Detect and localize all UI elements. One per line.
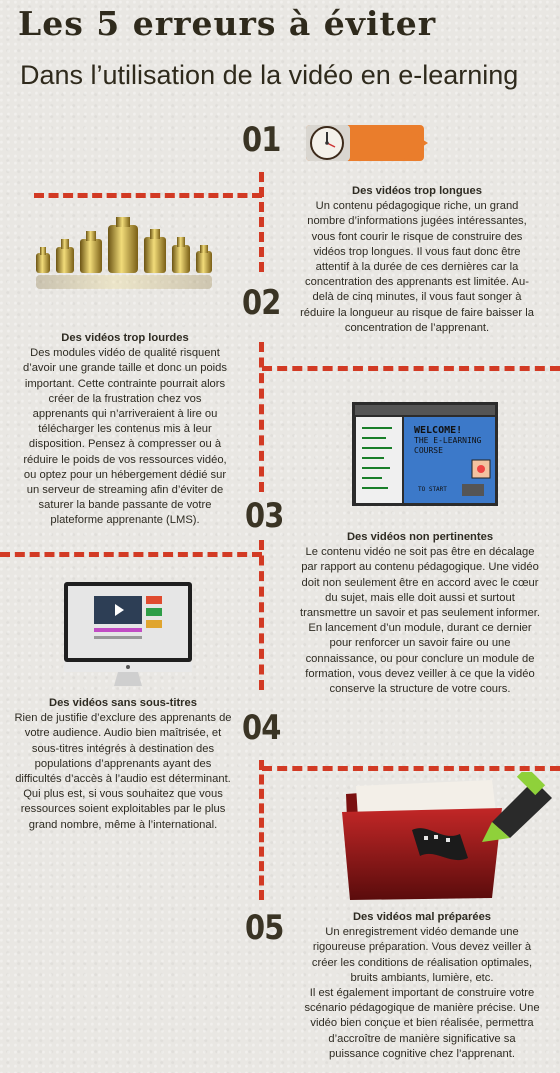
stopwatch-icon [300,120,430,166]
screen-line-1: WELCOME! [414,425,463,436]
screen-line-2: THE E-LEARNING [414,436,482,445]
e-learning-screen-icon [352,402,498,506]
item-05 [304,910,540,1062]
step-number-01: 01 [242,120,281,160]
step-number-03: 03 [245,496,284,536]
item-05-text: Un enregistrement vidéo demande une rigoureuse préparation. Vous devez veiller à créer les conditions de réalisation optimales, bruits ambiants, lumière, etc. [311,926,533,984]
item-03 [298,530,542,697]
dash-h-1 [34,193,262,198]
item-03-text: Le contenu vidéo ne soit pas être en décalage par rapport au contenu pédagogique. Une vidéo doit non seulement être en accord avec le cœur du sujet, mais elle doit aussi et surtout transmettre un savoir et pas seulement informer. En lancement d’un module, durant ce dernier pour renforcer un savoir faire ou une connaissance, ou pour conclure un module de formation, vous devez veiller à ce que la vidéo conserve la structure de votre cours. [299,546,541,696]
screen-welcome-text [414,426,481,456]
item-01-text: Un contenu pédagogique riche, un grand nombre d’informations jugées intéressantes, vous font courir le risque de construire des vidéos trop longues. Il vous faut donc être attentif à la durée de ces dernières car la concentration des apprenants est limitée. Au-delà de cinq minutes, il vous faut songer à réduire la longueur au risque de faire baisser la concentration de l’apprenant. [300,200,534,334]
step-number-04: 04 [242,708,281,748]
page-subtitle: Dans l’utilisation de la vidéo en e-learning [20,60,519,90]
dash-v-2 [259,342,264,492]
item-05-title: Des vidéos mal préparées [352,911,492,923]
dash-h-4 [262,766,560,771]
dash-v-4 [259,760,264,900]
item-05-text-2: Il est également important de construire votre scénario pédagogique de manière précise. Une vidéo bien conçue et bien réalisée, permettra d’accroître de manière significative sa puissance cognitive chez l’apprenant. [304,987,540,1060]
item-02-title: Des vidéos trop lourdes [61,332,189,344]
dash-v-1 [259,172,264,272]
dash-v-3 [259,540,264,690]
step-number-02: 02 [242,283,281,323]
item-02 [22,331,228,529]
item-02-text: Des modules vidéo de qualité risquent d’avoir une grande taille et donc un poids important. Cette contrainte pourrait alors créer de la frustration chez vos apprenants qui n’arriveraient à lire ou télécharger les contenus mis à leur disposition. Pensez à compresser ou à réduire le poids de vos ressources vidéo, ou optez pour un hébergement dédié sur un serveur de streaming afin d’éviter de saturer la bande passante de votre plateforme apprenante (LMS). [22,347,227,527]
item-04 [14,696,232,833]
item-04-text: Rien de justifie d’exclure des apprenants de votre audience. Audio bien maîtrisée, et sous-titres intégrés à destination des populations d’apprenants ayant des difficultés d’accès à l’audio est déterminant. Qui plus est, si vous souhaitez que vous ressources soient exploitables par le plus grand nombre, même à l’international. [14,712,232,831]
screen-line-3: COURSE [414,446,443,455]
item-01 [298,184,536,336]
step-number-05: 05 [245,908,284,948]
item-04-title: Des vidéos sans sous-titres [49,697,197,709]
weights-icon [32,217,218,303]
dash-h-2 [262,366,560,371]
dash-h-3 [0,552,262,557]
page-title: Les 5 erreurs à éviter [18,4,437,43]
item-01-title: Des vidéos trop longues [352,185,482,197]
item-03-title: Des vidéos non pertinentes [346,531,494,543]
screen-start-label: TO START [418,486,447,493]
film-folder-icon [342,772,554,902]
video-monitor-icon [64,582,192,690]
